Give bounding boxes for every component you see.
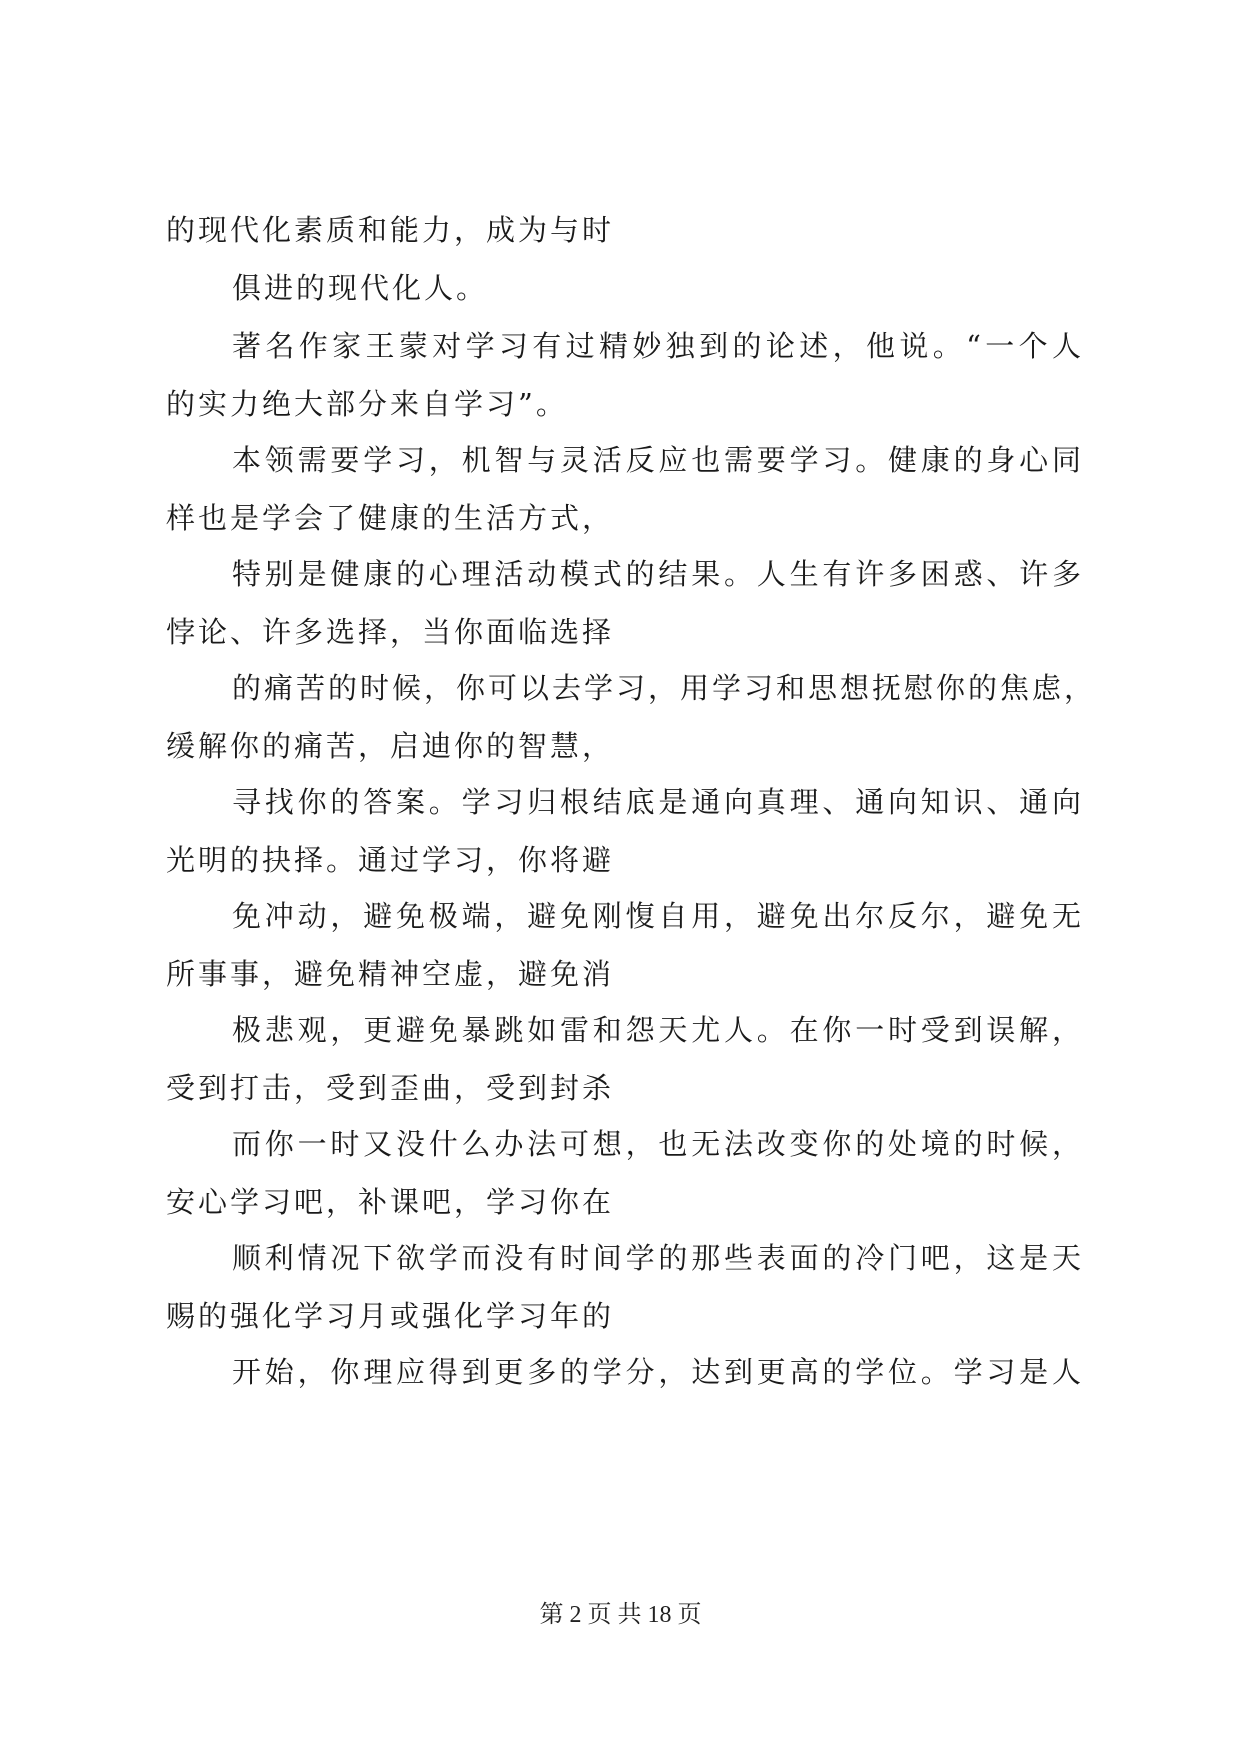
text-line-21: 开始，你理应得到更多的学分，达到更高的学位。学习是人 (232, 1355, 1084, 1389)
text-line-1: 的现代化素质和能力，成为与时 (166, 213, 615, 247)
text-line-5: 本领需要学习，机智与灵活反应也需要学习。健康的身心同 (232, 443, 1084, 477)
text-line-20: 赐的强化学习月或强化学习年的 (166, 1299, 615, 1333)
text-line-3: 著名作家王蒙对学习有过精妙独到的论述，他说。“一个人 (232, 329, 1084, 363)
text-line-19: 顺利情况下欲学而没有时间学的那些表面的冷门吧，这是天 (232, 1241, 1084, 1275)
text-line-10: 缓解你的痛苦，启迪你的智慧， (166, 729, 615, 763)
page-number-footer: 第 2 页 共 18 页 (539, 1602, 702, 1628)
text-line-13: 免冲动，避免极端，避免刚愎自用，避免出尔反尔，避免无 (232, 899, 1084, 933)
text-line-8: 悖论、许多选择，当你面临选择 (166, 615, 615, 649)
text-line-7: 特别是健康的心理活动模式的结果。人生有许多困惑、许多 (232, 557, 1084, 591)
text-line-9: 的痛苦的时候，你可以去学习，用学习和思想抚慰你的焦虑， (232, 671, 1097, 705)
text-line-16: 受到打击，受到歪曲，受到封杀 (166, 1071, 615, 1105)
text-line-6: 样也是学会了健康的生活方式， (166, 501, 615, 535)
text-line-15: 极悲观，更避免暴跳如雷和怨天尤人。在你一时受到误解， (232, 1013, 1084, 1047)
text-line-2: 俱进的现代化人。 (232, 271, 489, 305)
text-line-18: 安心学习吧，补课吧，学习你在 (166, 1185, 615, 1219)
text-line-14: 所事事，避免精神空虚，避免消 (166, 957, 615, 991)
text-line-11: 寻找你的答案。学习归根结底是通向真理、通向知识、通向 (232, 785, 1084, 819)
text-line-4: 的实力绝大部分来自学习”。 (166, 387, 568, 421)
text-line-17: 而你一时又没什么办法可想，也无法改变你的处境的时候， (232, 1127, 1084, 1161)
text-line-12: 光明的抉择。通过学习，你将避 (166, 843, 615, 877)
